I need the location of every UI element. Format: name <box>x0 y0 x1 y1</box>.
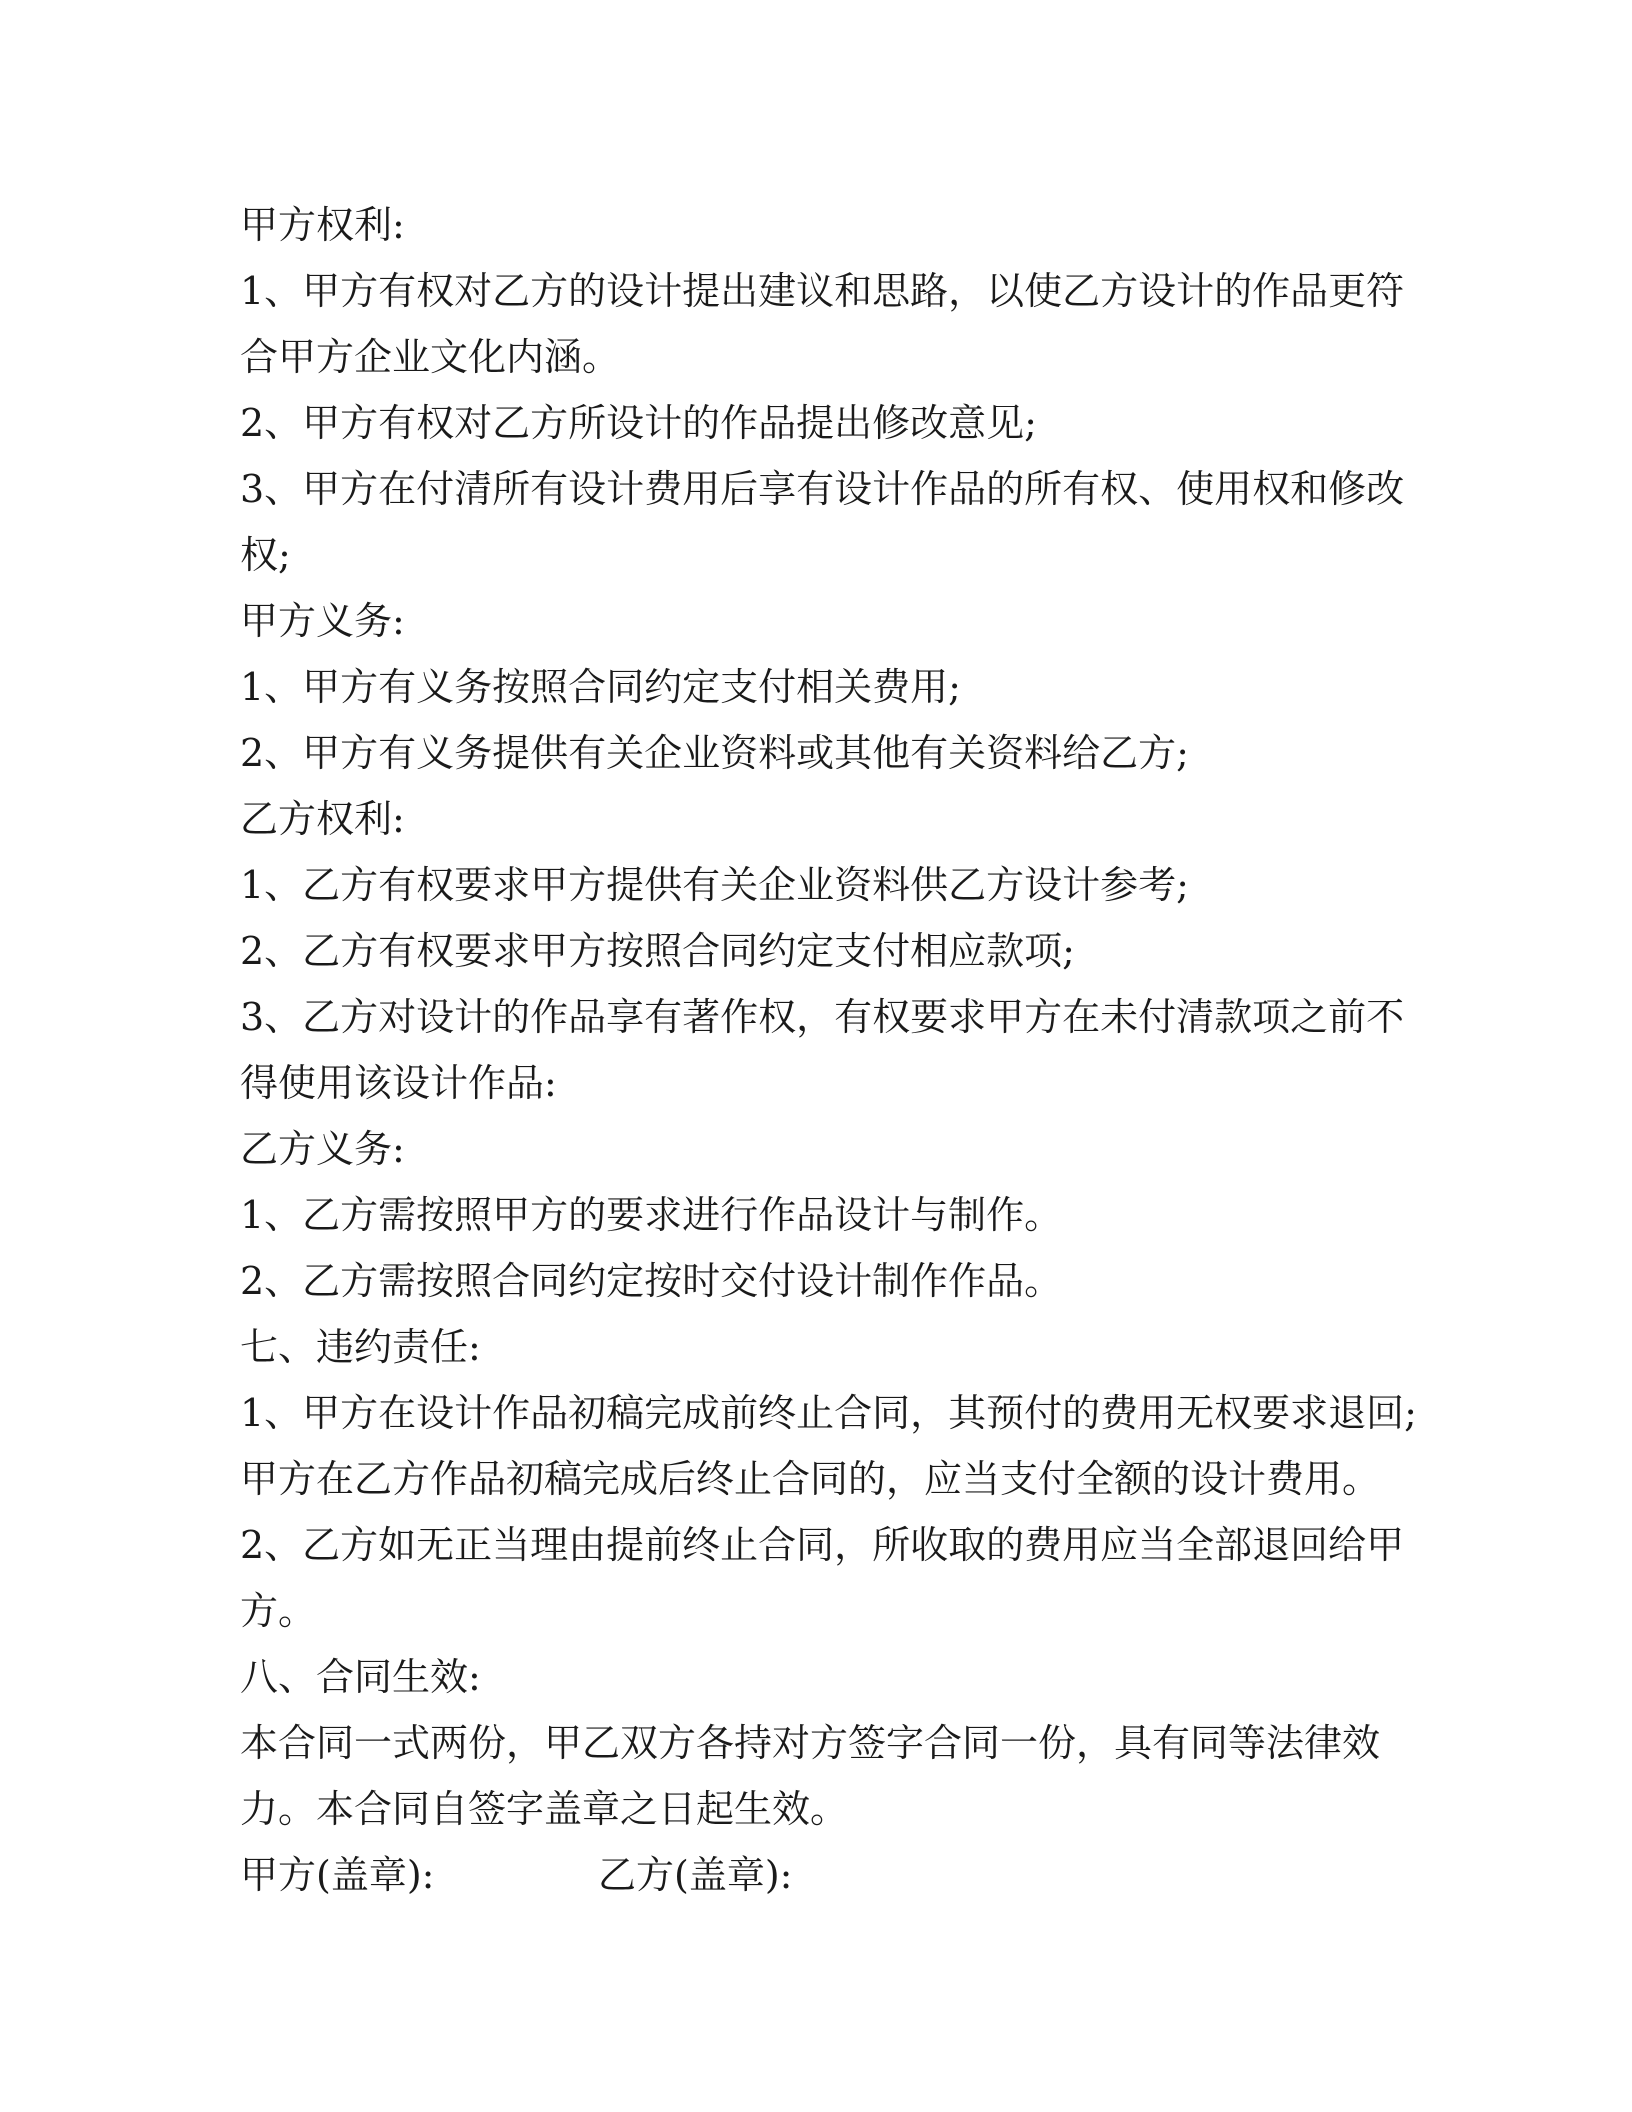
paragraph-line: 本合同一式两份，甲乙双方各持对方签字合同一份，具有同等法律效 <box>240 1721 1381 1765</box>
paragraph-line: 2、乙方如无正当理由提前终止合同，所收取的费用应当全部退回给甲 <box>240 1523 1405 1567</box>
paragraph-line: 1、甲方在设计作品初稿完成前终止合同，其预付的费用无权要求退回; <box>240 1391 1417 1435</box>
section-heading-contract-effect: 八、合同生效: <box>240 1655 481 1699</box>
document-page <box>240 192 1417 1908</box>
section-heading-party-b-rights: 乙方权利: <box>240 797 405 841</box>
paragraph-line: 1、乙方需按照甲方的要求进行作品设计与制作。 <box>240 1193 1063 1237</box>
paragraph-line: 2、甲方有义务提供有关企业资料或其他有关资料给乙方; <box>240 731 1189 775</box>
section-heading-party-a-obligations: 甲方义务: <box>240 599 405 643</box>
paragraph-line: 1、乙方有权要求甲方提供有关企业资料供乙方设计参考; <box>240 863 1189 907</box>
paragraph-line: 2、乙方有权要求甲方按照合同约定支付相应款项; <box>240 929 1075 973</box>
section-heading-party-a-rights: 甲方权利: <box>240 203 405 247</box>
paragraph-line: 3、甲方在付清所有设计费用后享有设计作品的所有权、使用权和修改 <box>240 467 1405 511</box>
section-heading-breach-liability: 七、违约责任: <box>240 1325 481 1369</box>
paragraph-line: 得使用该设计作品: <box>240 1061 557 1105</box>
party-b-seal-label: 乙方(盖章): <box>598 1853 793 1897</box>
paragraph-line: 1、甲方有权对乙方的设计提出建议和思路，以使乙方设计的作品更符 <box>240 269 1405 313</box>
paragraph-line: 1、甲方有义务按照合同约定支付相关费用; <box>240 665 961 709</box>
paragraph-line: 权; <box>240 533 291 577</box>
paragraph-line: 力。本合同自签字盖章之日起生效。 <box>240 1787 849 1831</box>
paragraph-line: 2、甲方有权对乙方所设计的作品提出修改意见; <box>240 401 1037 445</box>
party-a-seal-label: 甲方(盖章): <box>240 1853 435 1897</box>
section-heading-party-b-obligations: 乙方义务: <box>240 1127 405 1171</box>
paragraph-line: 2、乙方需按照合同约定按时交付设计制作作品。 <box>240 1259 1063 1303</box>
paragraph-line: 合甲方企业文化内涵。 <box>240 335 621 379</box>
paragraph-line: 甲方在乙方作品初稿完成后终止合同的，应当支付全额的设计费用。 <box>240 1457 1381 1501</box>
paragraph-line: 方。 <box>240 1589 317 1633</box>
signature-row <box>240 1842 1390 1908</box>
paragraph-line: 3、乙方对设计的作品享有著作权，有权要求甲方在未付清款项之前不 <box>240 995 1405 1039</box>
